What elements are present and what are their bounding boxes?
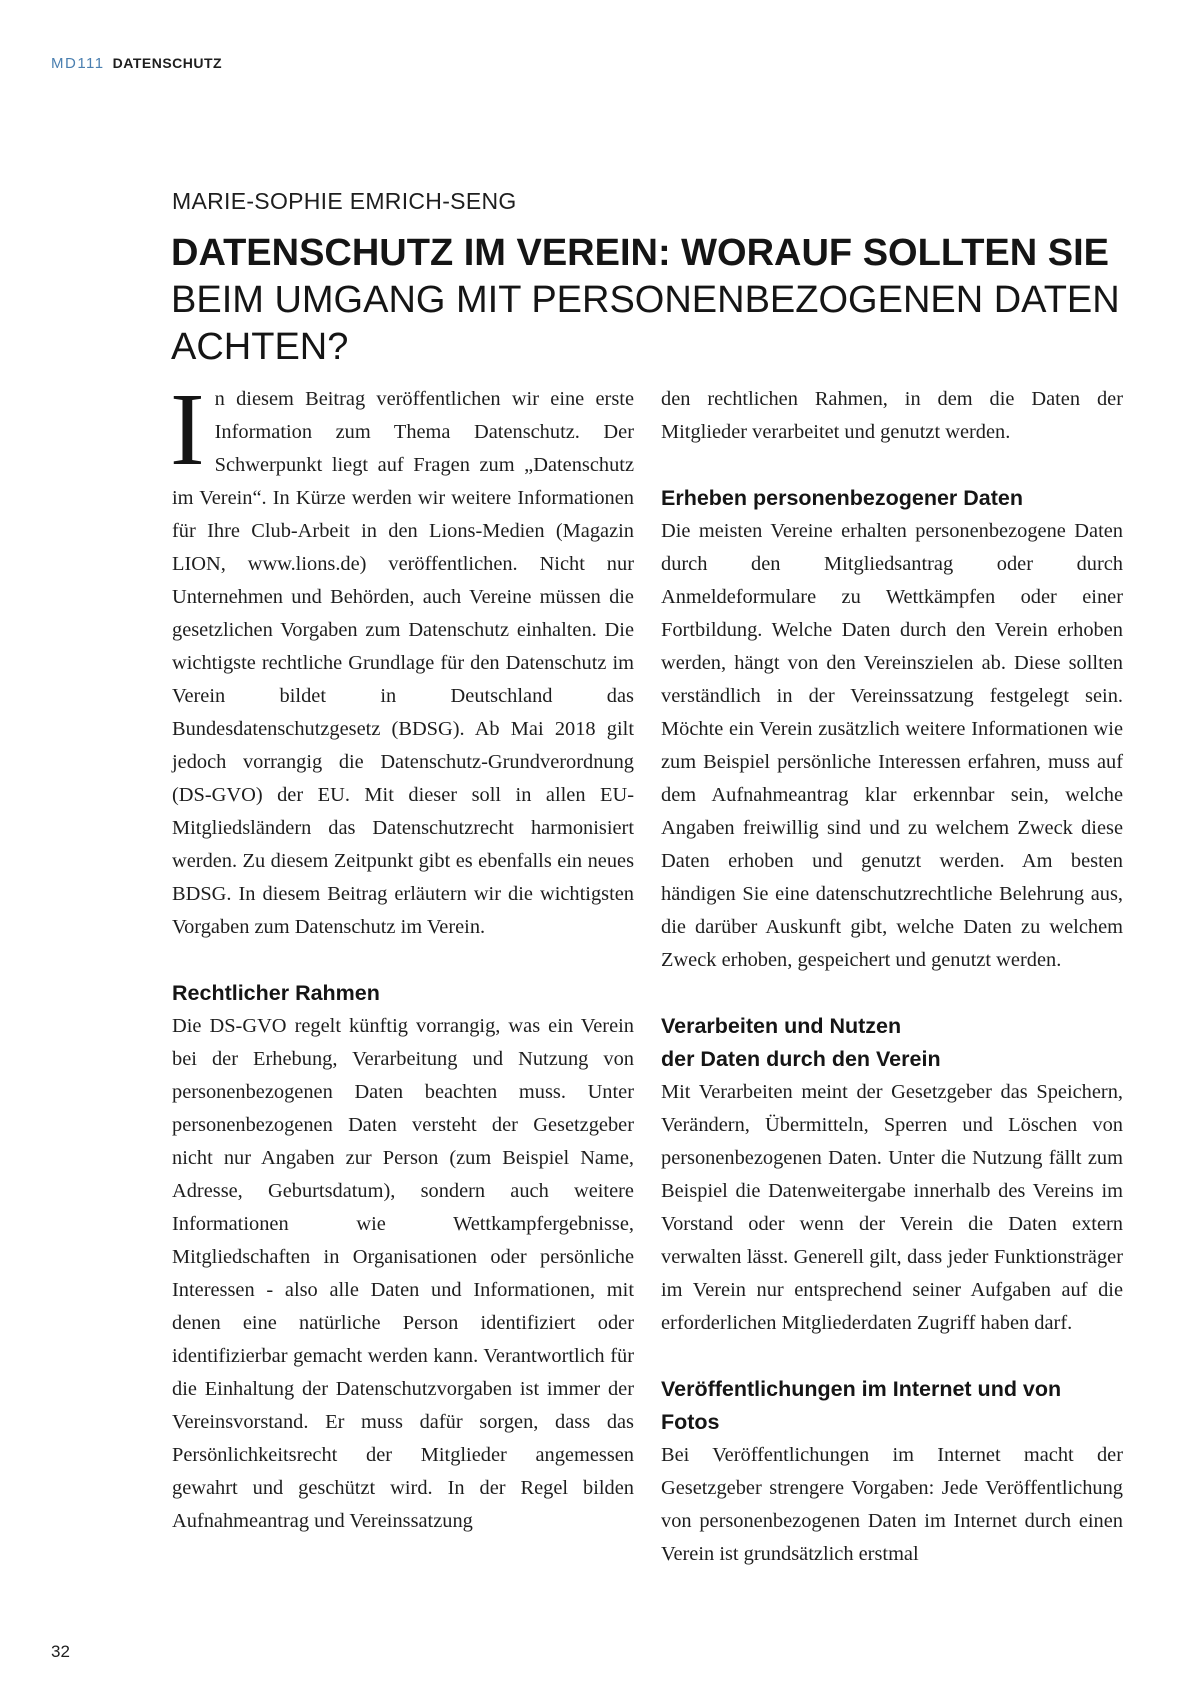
section-rechtlicher-rahmen-text: Die DS-GVO regelt künftig vorrangig, was ein Verein bei der Erhebung, Verarbeitung und Nutzung von personenbezogenen Daten beachten muss. Unter personenbezogenen Daten versteht der Gesetzgeber nicht nur Angaben zur Person (zum Beispiel Name, Adresse, Geburtsdatum), sondern auch weitere Informationen wie Wettkampfergebnisse, Mitgliedschaften in Organisationen oder persönliche Interessen - also alle Daten und Informationen, mit denen eine natürliche Person identifiziert oder identifizierbar gemacht werden kann. Verantwortlich für die Einhaltung der Datenschutzvorgaben ist immer der Vereinsvorstand. Er muss dafür sorgen, dass das Persönlichkeitsrecht der Mitglieder angemessen gewahrt und geschützt wird. In der Regel bilden Aufnahmeantrag und Vereinssatzung: [172, 1015, 634, 1532]
heading-verarbeiten-line2: der Daten durch den Verein: [661, 1047, 941, 1071]
heading-verarbeiten: [661, 1010, 1123, 1076]
running-head: [51, 55, 222, 72]
section-veroeffentlichungen-text: Bei Veröffentlichungen im Internet macht der Gesetzgeber strengere Vorgaben: Jede Veröffentlichung von personenbezogenen Daten im Internet durch einen Verein ist grundsätzlich erstmal: [661, 1444, 1123, 1565]
title-regular-part: BEIM UMGANG MIT PERSONENBEZOGENEN DATEN ACHTEN?: [171, 279, 1120, 368]
title-bold-part: DATENSCHUTZ IM VEREIN: WORAUF SOLLTEN SIE: [171, 232, 1110, 274]
section-erheben-text: Die meisten Vereine erhalten personenbezogene Daten durch den Mitgliedsantrag oder durch Anmeldeformulare zu Wettkämpfen oder einer Fortbildung. Welche Daten durch den Verein erhoben werden, hängt von den Vereinszielen ab. Diese sollten verständlich in der Vereinssatzung festgelegt sein. Möchte ein Verein zusätzlich weitere Informationen wie zum Beispiel persönliche Interessen erfahren, muss auf dem Aufnahmeantrag klar erkennbar sein, welche Angaben freiwillig sind und zu welchem Zweck diese Daten erhoben und genutzt werden. Am besten händigen Sie eine datenschutzrechtliche Belehrung aus, die darüber Auskunft gibt, welche Daten zu welchem Zweck erhoben, gespeichert und genutzt werden.: [661, 520, 1123, 971]
left-column: [170, 372, 634, 1538]
author-name: MARIE-SOPHIE EMRICH-SENG: [172, 188, 517, 214]
heading-verarbeiten-line1: Verarbeiten und Nutzen: [661, 1014, 902, 1038]
magazine-code: MD111: [51, 55, 105, 72]
section-label: DATENSCHUTZ: [112, 55, 223, 71]
article-title: [171, 230, 1151, 371]
intro-paragraph: [170, 372, 634, 944]
heading-erheben: Erheben personenbezogener Daten: [661, 486, 1023, 510]
right-column: [661, 383, 1123, 1571]
heading-rechtlicher-rahmen: Rechtlicher Rahmen: [172, 981, 380, 1005]
intro-text: n diesem Beitrag veröffentlichen wir eine erste Information zum Thema Datenschutz. Der Schwerpunkt liegt auf Fragen zum „Datenschutz im Verein“. In Kürze werden wir weitere Informationen für Ihre Club-Arbeit in den Lions-Medien (Magazin LION, www.lions.de) veröffentlichen. Nicht nur Unternehmen und Behörden, auch Vereine müssen die gesetzlichen Vorgaben zum Datenschutz einhalten. Die wichtigste rechtliche Grundlage für den Datenschutz im Verein bildet in Deutschland das Bundesdatenschutzgesetz (BDSG). Ab Mai 2018 gilt jedoch vorrangig die Datenschutz-Grundverordnung (DS-GVO) der EU. Mit dieser soll in allen EU-Mitgliedsländern das Datenschutzrecht harmonisiert werden. Zu diesem Zeitpunkt gibt es ebenfalls ein neues BDSG. In diesem Beitrag erläutern wir die wichtigsten Vorgaben zum Datenschutz im Verein.: [172, 388, 634, 938]
heading-veroeffentlichungen: Veröffentlichungen im Internet und von Fotos: [661, 1377, 1062, 1434]
page-number: 32: [51, 1642, 70, 1661]
drop-cap: I: [170, 372, 205, 487]
section-verarbeiten-text: Mit Verarbeiten meint der Gesetzgeber das Speichern, Verändern, Übermitteln, Sperren und Löschen von personenbezogenen Daten. Unter die Nutzung fällt zum Beispiel die Datenweitergabe innerhalb des Vereins im Vorstand oder wenn der Verein die Daten extern verwalten lässt. Generell gilt, dass jeder Funktionsträger im Verein nur entsprechend seiner Aufgaben auf die erforderlichen Mitgliederdaten Zugriff haben darf.: [661, 1081, 1123, 1334]
continuation-paragraph: den rechtlichen Rahmen, in dem die Daten der Mitglieder verarbeitet und genutzt werden.: [661, 388, 1123, 443]
